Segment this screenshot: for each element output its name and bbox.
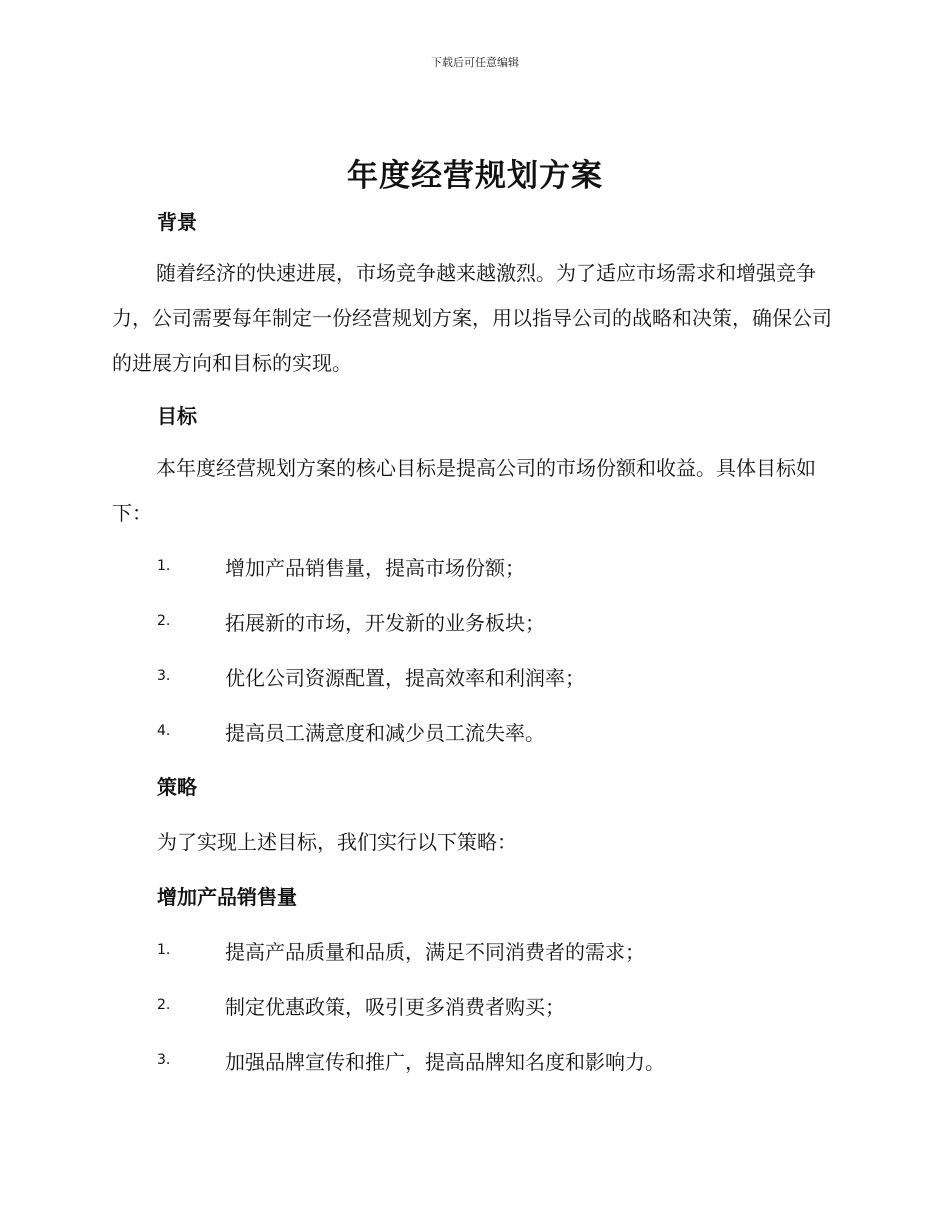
heading-background: 背景 xyxy=(157,210,197,234)
list-number: 1. xyxy=(157,942,171,958)
list-number: 1. xyxy=(157,558,171,574)
list-text: 制定优惠政策，吸引更多消费者购买； xyxy=(225,994,565,1019)
list-number: 3. xyxy=(157,1052,171,1068)
heading-goals: 目标 xyxy=(157,404,197,428)
list-number: 3. xyxy=(157,668,171,684)
strategy-item xyxy=(157,1045,665,1075)
list-number: 2. xyxy=(157,997,171,1013)
strategy-item xyxy=(157,935,645,965)
goal-item xyxy=(157,716,545,746)
paragraph-background: 随着经济的快速进展，市场竞争越来越激烈。为了适应市场需求和增强竞争力，公司需要每年制定一份经营规划方案，用以指导公司的战略和决策，确保公司的进展方向和目标的实现。 xyxy=(112,261,832,375)
goal-item xyxy=(157,606,545,636)
goal-item xyxy=(157,551,525,581)
list-text: 提高员工满意度和减少员工流失率。 xyxy=(225,720,545,745)
strategy-intro: 为了实现上述目标，我们实行以下策略： xyxy=(157,830,517,854)
document-title: 年度经营规划方案 xyxy=(347,158,603,194)
list-text: 提高产品质量和品质，满足不同消费者的需求； xyxy=(225,939,645,964)
header-note: 下载后可任意编辑 xyxy=(431,56,519,69)
goal-item xyxy=(157,661,585,691)
list-number: 2. xyxy=(157,613,171,629)
list-text: 加强品牌宣传和推广，提高品牌知名度和影响力。 xyxy=(225,1049,665,1074)
list-number: 4. xyxy=(157,723,171,739)
strategy-item xyxy=(157,990,565,1020)
list-text: 增加产品销售量，提高市场份额； xyxy=(225,555,525,580)
paragraph-goals: 本年度经营规划方案的核心目标是提高公司的市场份额和收益。具体目标如下： xyxy=(112,456,816,525)
list-text: 拓展新的市场，开发新的业务板块； xyxy=(225,610,545,635)
subheading-increase-sales: 增加产品销售量 xyxy=(157,885,297,909)
heading-strategy: 策略 xyxy=(157,775,197,799)
list-text: 优化公司资源配置，提高效率和利润率； xyxy=(225,665,585,690)
